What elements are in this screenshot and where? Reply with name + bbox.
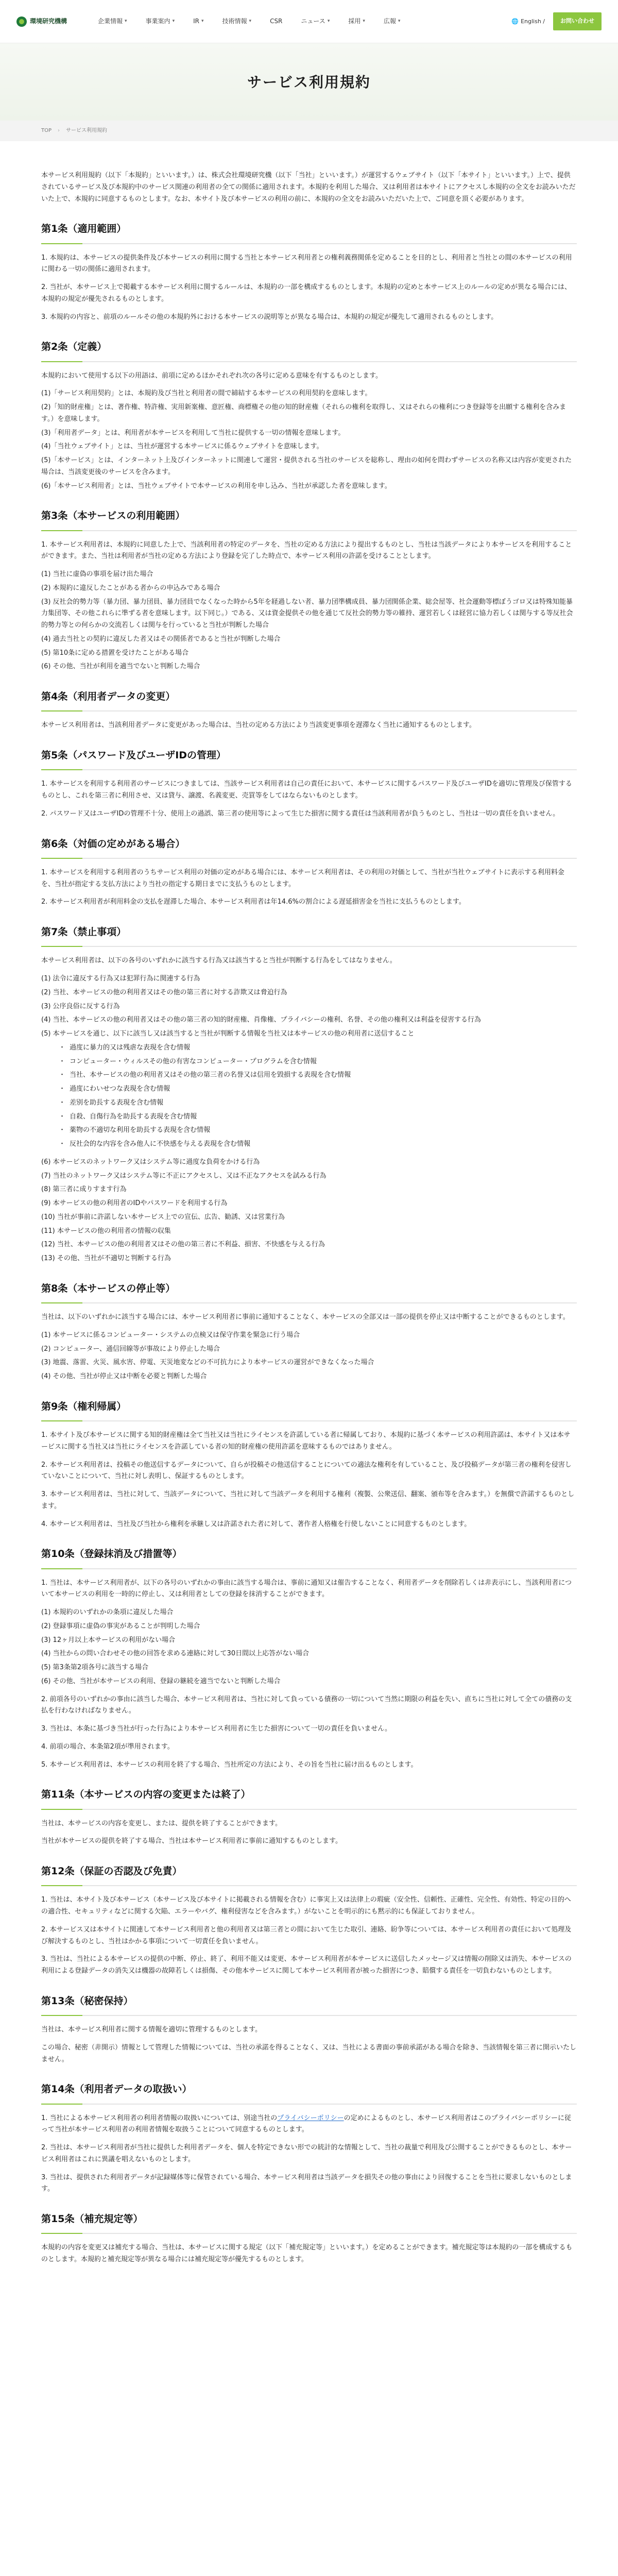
terms-article [41,836,577,909]
article-heading: 第12条（保証の否認及び免責） [41,1863,577,1886]
terms-article [41,2211,577,2266]
list-item: (3) 12ヶ月以上本サービスの利用がない場合 [41,1636,176,1644]
list-item: (3) 反社会的勢力等（暴力団、暴力団員、暴力団員でなくなった時から5年を経過しない者、暴力団準構成員、暴力団関係企業、総会屋等、社会運動等標ぼうゴロ又は特殊知能暴力集団等、その他これらに準ずる者を意味します。以下同じ。）である、又は資金提供その他を通じて反社会的勢力等の維持、運営若しくは経営に協力若しくは関与する等反社会的勢力等との何らかの交流若しくは関与を行っていると当社が判断した場合 [41,598,573,629]
terms-article [41,2081,577,2195]
chevron-down-icon: ▾ [172,18,175,24]
article-paragraph: 4. 前項の場合、本条第2項が準用されます。 [41,1742,174,1751]
article-heading: 第15条（補充規定等） [41,2211,577,2234]
sub-list-item: ・ 当社、本サービスの他の利用者又はその他の第三者の名誉又は信用を毀損する表現を含む情報 [59,1070,577,1081]
list-item: (2) 当社、本サービスの他の利用者又はその他の第三者に対する詐欺又は脅迫行為 [41,988,287,996]
header-right [511,12,602,30]
breadcrumb-separator-icon: › [58,128,60,134]
article-list [41,388,577,492]
article-heading: 第7条（禁止事項） [41,924,577,947]
list-item: (6)「本サービス利用者」とは、当社ウェブサイトで本サービスの利用を申し込み、当社が承認した者を意味します。 [41,482,391,490]
nav-item[interactable] [339,0,374,43]
article-heading: 第1条（適用範囲） [41,221,577,244]
terms-article [41,1863,577,1977]
list-item: (12) 当社、本サービスの他の利用者又はその他の第三者に不利益、損害、不快感を与える行為 [41,1241,325,1249]
nav-item[interactable] [184,0,213,43]
article-sub-list [41,1042,577,1150]
paragraph-text: 1. 当社による本サービス利用者の利用者情報の取扱いについては、別途当社の [41,2114,278,2122]
terms-content [41,141,577,2266]
article-heading: 第14条（利用者データの取扱い） [41,2081,577,2104]
breadcrumb [0,121,618,141]
article-list [41,569,577,673]
nav-item[interactable] [374,0,410,43]
list-item: (5) 本サービスを通じ、以下に該当し又は該当すると当社が判断する情報を当社又は本サービスの他の利用者に送信すること [41,1030,415,1038]
list-item: (6) 本サービスのネットワーク又はシステム等に過度な負荷をかける行為 [41,1158,260,1166]
terms-article [41,338,577,492]
terms-article [41,924,577,1265]
article-heading: 第5条（パスワード及びユーザIDの管理） [41,747,577,770]
list-item: (1)「サービス利用契約」とは、本規約及び当社と利用者の間で締結する本サービスの利用契約を意味します。 [41,389,372,398]
logo-mark-icon [16,16,27,27]
article-paragraph: 1. 本サービス利用者は、本規約に同意した上で、当該利用者の特定のデータを、当社の定める方法により提出するものとし、当社は当該データにより本サービスを利用することができます。また、当社は利用者が当社の定める方法により登録を完了した時点で、本サービス利用の許諾を受けることとします。 [41,540,572,561]
list-item: (1) 法令に違反する行為又は犯罪行為に関連する行為 [41,975,200,982]
list-item: (2) 本規約に違反したことがある者からの申込みである場合 [41,584,220,592]
article-heading: 第4条（利用者データの変更） [41,688,577,711]
article-paragraph: 1. 本サービスを利用する利用者のうちサービス利用の対価の定めがある場合には、本サービス利用者は、その利用の対価として、当社が当社ウェブサイトに表示する利用料金を、当社が指定する支払方法により当社の指定する期日までに支払うものとします。 [41,868,564,888]
list-item: (9) 本サービスの他の利用者のIDやパスワードを利用する行為 [41,1199,228,1207]
chevron-down-icon: ▾ [398,18,401,24]
article-paragraph: 3. 本サービス利用者は、当社に対して、当該データについて、当社に対して当該データを利用する権利（複製、公衆送信、翻案、頒布等を含みます。）を無償で許諾するものとします。 [41,1490,575,1510]
article-heading: 第11条（本サービスの内容の変更または終了） [41,1786,577,1809]
list-item: (4) その他、当社が停止又は中断を必要と判断した場合 [41,1372,207,1380]
article-paragraph: 3. 当社は、本条に基づき当社が行った行為により本サービス利用者に生じた損害について一切の責任を負いません。 [41,1725,392,1733]
list-item: (5) 第10条に定める措置を受けたことがある場合 [41,649,189,657]
article-paragraph: 2. 当社は、本サービス利用者が当社に提供した利用者データを、個人を特定できない形での統計的な情報として、当社の裁量で利用及び公開することができるものとし、本サービス利用者はこれに異議を唱えないものとします。 [41,2144,572,2163]
nav-item[interactable] [261,0,291,43]
article-paragraph: 5. 本サービス利用者は、本サービスの利用を終了する場合、当社所定の方法により、その旨を当社に届け出るものとします。 [41,1760,418,1769]
nav-item-label: 採用 [348,18,361,25]
article-paragraph: 3. 本規約の内容と、前項のルールその他の本規約外における本サービスの説明等とが異なる場合は、本規約の規定が優先して適用されるものとします。 [41,313,498,321]
article-list [41,973,577,1265]
list-item: (1) 本規約のいずれかの条項に違反した場合 [41,1608,174,1616]
logo[interactable] [16,16,83,27]
nav-item-label: ニュース [301,18,325,25]
article-list [41,1330,577,1383]
page-title: サービス利用規約 [247,73,371,91]
list-item: (7) 当社のネットワーク又はシステム等に不正にアクセスし、又は不正なアクセスを試みる行為 [41,1172,327,1180]
list-item: (1) 本サービスに係るコンピューター・システムの点検又は保守作業を緊急に行う場合 [41,1331,300,1339]
list-item: (6) その他、当社が本サービスの利用、登録の継続を適当でないと判断した場合 [41,1677,281,1685]
sub-list-item: ・ 反社会的な内容を含み他人に不快感を与える表現を含む情報 [59,1139,577,1150]
sub-list-item: ・ コンピューター・ウィルスその他の有害なコンピューター・プログラムを含む情報 [59,1056,577,1068]
list-item: (10) 当社が事前に許諾しない本サービス上での宣伝、広告、勧誘、又は営業行為 [41,1213,285,1221]
list-item: (4) 当社、本サービスの他の利用者又はその他の第三者の知的財産権、肖像権、プライバシーの権利、名誉、その他の権利又は利益を侵害する行為 [41,1016,481,1024]
article-paragraph: 2. 本サービス又は本サイトに関連して本サービス利用者と他の利用者又は第三者との間において生じた取引、連絡、紛争等については、本サービス利用者の責任において処理及び解決するものとし、当社はかかる事項について一切責任を負いません。 [41,1925,572,1945]
terms-article [41,1993,577,2066]
sub-list-item: ・ 過度に暴力的又は残虐な表現を含む情報 [59,1042,577,1054]
sub-list-item: ・ 自殺、自傷行為を助長する表現を含む情報 [59,1111,577,1123]
list-item: (3) 地震、落雷、火災、風水害、停電、天災地変などの不可抗力により本サービスの運営ができなくなった場合 [41,1359,374,1367]
chevron-down-icon: ▾ [363,18,365,24]
nav-item[interactable] [213,0,261,43]
article-paragraph: 当社は、本サービスの内容を変更し、または、提供を終了することができます。 [41,1819,282,1827]
list-item: (2)「知的財産権」とは、著作権、特許権、実用新案権、意匠権、商標権その他の知的財産権（それらの権利を取得し、又はそれらの権利につき登録等を出願する権利を含みます。）を意味します。 [41,403,566,423]
article-paragraph: 1. 当社は、本サービス利用者が、以下の各号のいずれかの事由に該当する場合は、事前に通知又は催告することなく、利用者データを削除若しくは非表示にし、当該利用者について本サービスの利用を一時的に停止し、又は利用者としての登録を抹消することができます。 [41,1579,572,1599]
sub-list-item: ・ 差別を助長する表現を含む情報 [59,1097,577,1109]
chevron-down-icon: ▾ [327,18,330,24]
privacy-policy-link[interactable]: プライバシーポリシー [277,2114,344,2122]
global-nav [89,0,511,43]
article-paragraph [41,2113,577,2137]
article-heading: 第13条（秘密保持） [41,1993,577,2016]
list-item: (1) 当社に虚偽の事項を届け出た場合 [41,570,153,578]
article-paragraph: 2. 本サービス利用者が利用料金の支払を遅滞した場合、本サービス利用者は年14.6%の割合による遅延損害金を当社に支払うものとします。 [41,898,466,906]
article-paragraph: 2. 本サービス利用者は、投稿その他送信するデータについて、自らが投稿その他送信することについての適法な権利を有していること、及び投稿データが第三者の権利を侵害していないことについて、当社に対し表明し、保証するものとします。 [41,1461,572,1481]
nav-item-label: 技術情報 [222,18,247,25]
list-item: (4)「当社ウェブサイト」とは、当社が運営する本サービスに係るウェブサイトを意味します。 [41,443,323,451]
terms-article [41,688,577,732]
article-paragraph: 1. 本サイト及び本サービスに関する知的財産権は全て当社又は当社にライセンスを許諾している者に帰属しており、本規約に基づく本サービスの利用許諾は、本サイト又は本サービスに関する当社又は当社にライセンスを許諾している者の知的財産権の使用許諾を意味するものではありません。 [41,1431,571,1451]
article-paragraph: 当社は、本サービス利用者に関する情報を適切に管理するものとします。 [41,2026,262,2033]
article-paragraph: 2. 当社が、本サービス上で掲載する本サービス利用に関するルールは、本規約の一部を構成するものとします。本規約の定めと本サービス上のルールの定めが異なる場合には、本規約の規定が優先されるものとします。 [41,283,571,303]
article-paragraph: 3. 当社は、提供された利用者データが記録媒体等に保管されている場合、本サービス利用者は当該データを損失その他の事由により回復することを当社に要求しないものとします。 [41,2173,572,2193]
article-heading: 第2条（定義） [41,338,577,362]
nav-item[interactable] [136,0,184,43]
article-paragraph: 1. 本規約は、本サービスの提供条件及び本サービスの利用に関する当社と本サービス利用者との権利義務関係を定めることを目的とし、利用者と当社との間の本サービスの利用に関わる一切の関係に適用されます。 [41,253,572,274]
article-paragraph: 本規約において使用する以下の用語は、前項に定めるほかそれぞれ次の各号に定める意味を有するものとします。 [41,371,382,380]
article-heading: 第3条（本サービスの利用範囲） [41,507,577,531]
sub-list-item: ・ 過度にわいせつな表現を含む情報 [59,1083,577,1095]
article-list [41,1607,577,1688]
nav-item-label: 広報 [383,18,396,25]
list-item: (4) 当社からの問い合わせその他の回答を求める連絡に対して30日間以上応答がない場合 [41,1650,310,1658]
article-paragraph: 2. 前項各号のいずれかの事由に該当した場合、本サービス利用者は、当社に対して負っている債務の一切について当然に期限の利益を失い、直ちに当社に対して全ての債務の支払を行わなければなりません。 [41,1695,572,1715]
article-paragraph: この場合、秘密（非開示）情報として管理した情報については、当社の承諾を得ることなく、又は、当社による書面の事前承諾がある場合を除き、当該情報を第三者に開示いたしません。 [41,2043,576,2063]
sub-list-item: ・ 薬物の不適切な利用を助長する表現を含む情報 [59,1125,577,1137]
logo-text: 環境研究機構 [30,18,67,25]
nav-item[interactable] [89,0,136,43]
terms-sections [41,221,577,2266]
article-paragraph: 本サービス利用者は、以下の各号のいずれかに該当する行為又は該当すると当社が判断する行為をしてはなりません。 [41,957,397,965]
article-heading: 第8条（本サービスの停止等） [41,1280,577,1303]
terms-article [41,507,577,673]
terms-article [41,1546,577,1771]
terms-article [41,1786,577,1848]
breadcrumb-home[interactable]: TOP [41,128,52,134]
page-hero [0,43,618,121]
article-paragraph: 1. 当社は、本サイト及び本サービス（本サービス及び本サイトに掲載される情報を含む）に事実上又は法律上の瑕疵（安全性、信頼性、正確性、完全性、有効性、特定の目的への適合性、セキュリティなどに関する欠陥、エラーやバグ、権利侵害などを含みます。）がないことを明示的にも黙示的にも保証しておりません。 [41,1896,571,1916]
terms-article [41,1398,577,1531]
article-paragraph: 2. パスワード又はユーザIDの管理不十分、使用上の過誤、第三者の使用等によって生じた損害に関する責任は当該利用者が負うものとし、当社は一切の責任を負いません。 [41,809,560,818]
chevron-down-icon: ▾ [201,18,204,24]
list-item: (3)「利用者データ」とは、利用者が本サービスを利用して当社に提供する一切の情報を意味します。 [41,429,345,437]
article-heading: 第6条（対価の定めがある場合） [41,836,577,859]
paragraph-text: の定めによるものとし、本サービス利用者はこのプライバシーポリシーに従って当社が本サービス利用者の利用者情報を取扱うことについて同意するものとします。 [41,2114,571,2134]
globe-icon: 🌐 [511,18,519,25]
list-item: (3) 公序良俗に反する行為 [41,1002,120,1010]
article-paragraph: 本規約の内容を変更又は補充する場合、当社は、本サービスに関する規定（以下「補充規定等」といいます。）を定めることができます。補充規定等は本規約の一部を構成するものとします。本規約と補充規定等が異なる場合には補充規定等が優先するものとします。 [41,2244,573,2263]
list-item: (5) 第3条第2項各号に該当する場合 [41,1664,149,1671]
list-item: (11) 本サービスの他の利用者の情報の収集 [41,1227,171,1235]
article-paragraph: 当社が本サービスの提供を終了する場合、当社は本サービス利用者に事前に通知するものとします。 [41,1837,342,1845]
list-item: (13) その他、当社が不適切と判断する行為 [41,1255,171,1262]
nav-item-label: IR [193,18,199,25]
list-item: (4) 過去当社との契約に違反した者又はその関係者であると当社が判断した場合 [41,635,281,643]
list-item: (6) その他、当社が利用を適当でないと判断した場合 [41,663,200,671]
nav-item-label: 事業案内 [145,18,170,25]
site-header [0,0,618,43]
terms-intro: 本サービス利用規約（以下「本規約」といいます。）は、株式会社環境研究機（以下「当社」といいます。）が運営するウェブサイト（以下「本サイト」といいます。）上で、提供されているサービス及び本規約中のサービス関連の利用者の全ての関係に適用されます。本規約を利用した場合、又は利用者は本サイトにアクセスし本規約の全文をお読みいただいた上で、本規約に同意するものとします。なお、本サイト及び本サービスの利用の前に、本規約の全文をお読みいただいた上で、ご同意を頂く必要があります。 [41,172,576,203]
list-item: (8) 第三者に成りすます行為 [41,1185,127,1194]
breadcrumb-current: サービス利用規約 [66,128,108,134]
language-switch[interactable] [511,16,545,26]
contact-button[interactable]: お問い合わせ [553,12,602,30]
article-heading: 第9条（権利帰属） [41,1398,577,1421]
terms-article [41,747,577,820]
chevron-down-icon: ▾ [125,18,127,24]
article-paragraph: 1. 本サービスを利用する利用者のサービスにつきましては、当該サービス利用者は自己の責任において、本サービスに関するパスワード及びユーザIDを適切に管理及び保管するものとし、これを第三者に利用させ、又は貸与、譲渡、名義変更、売買等をしてはならないものとします。 [41,780,572,800]
list-item: (5)「本サービス」とは、インターネット上及びインターネットに関連して運営・提供される当社のサービスを総称し、理由の如何を問わずサービスの名称又は内容が変更された場合は、当該変更後のサービスを含みます。 [41,456,572,476]
article-heading: 第10条（登録抹消及び措置等） [41,1546,577,1569]
article-paragraph: 4. 本サービス利用者は、当社及び当社から権利を承継し又は許諾された者に対して、著作者人格権を行使しないことに同意するものとします。 [41,1520,471,1528]
list-item: (2) 登録事項に虚偽の事実があることが判明した場合 [41,1622,200,1630]
article-paragraph: 3. 当社は、当社による本サービスの提供の中断、停止、終了、利用不能又は変更、本サービス利用者が本サービスに送信したメッセージ又は情報の削除又は消失、本サービスの利用による登録データの消失又は機器の故障若しくは損傷、その他本サービスに関して本サービス利用者が被った損害につき、賠償する責任を一切負わないものとします。 [41,1955,572,1975]
terms-article [41,1280,577,1383]
article-paragraph: 本サービス利用者は、当該利用者データに変更があった場合は、当社の定める方法により当該変更事項を遅滞なく当社に通知するものとします。 [41,721,476,730]
list-item: (2) コンピューター、通信回線等が事故により停止した場合 [41,1345,220,1353]
nav-item-label: CSR [270,18,283,25]
nav-item[interactable] [291,0,339,43]
article-paragraph: 当社は、以下のいずれかに該当する場合には、本サービス利用者に事前に通知することなく、本サービスの全部又は一部の提供を停止又は中断することができるものとします。 [41,1313,570,1321]
nav-item-label: 企業情報 [98,18,123,25]
chevron-down-icon: ▾ [249,18,252,24]
terms-article [41,221,577,323]
language-label: English / [521,18,545,25]
